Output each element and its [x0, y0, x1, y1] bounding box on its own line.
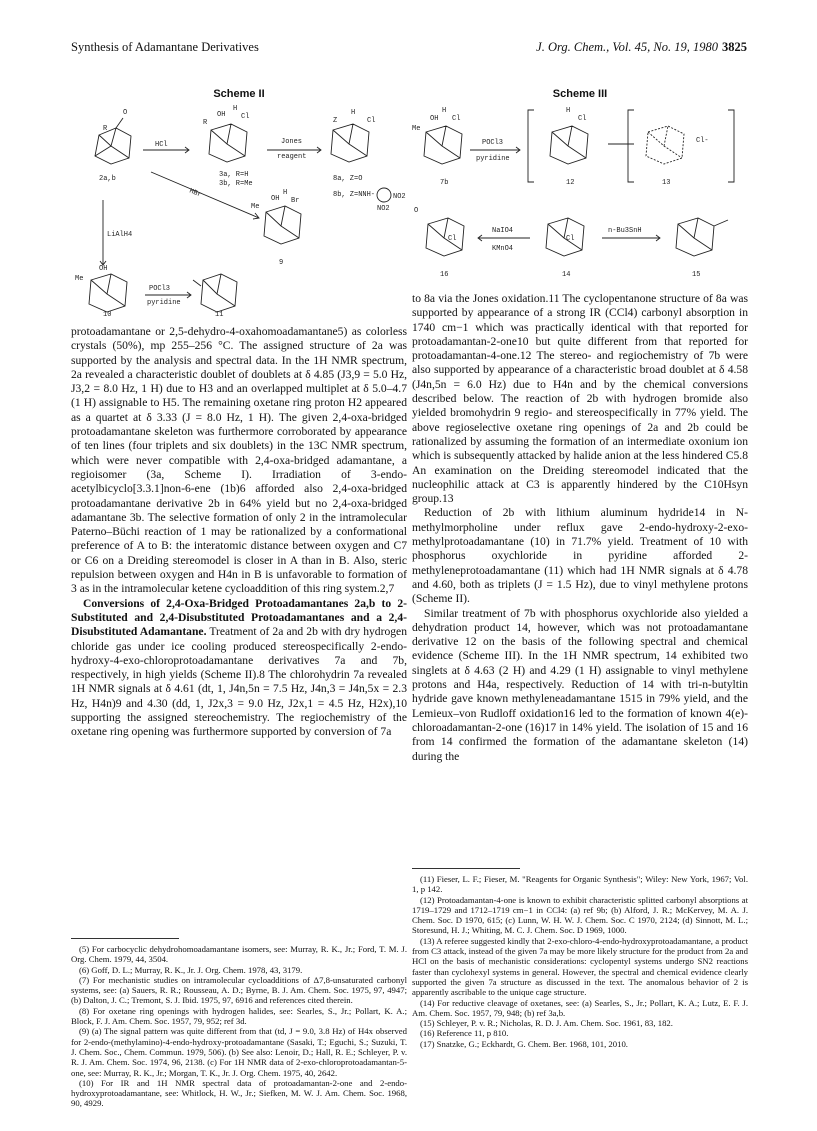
- page-number: 3825: [722, 40, 747, 54]
- footnote-14: (14) For reductive cleavage of oxetanes, see: (a) Searles, S., Jr.; Pollart, K. A.; Lutz, E. F. J. Am. Chem. Soc. 1957, 79, 948; (b) ref 3a,b.: [412, 997, 748, 1018]
- footnote-11: (11) Fieser, L. F.; Fieser, M. "Reagents for Organic Synthesis"; Wiley: New York, 1967; Vol. 1, p 142.: [412, 874, 748, 895]
- footnote-12: (12) Protoadamantan-4-one is known to exhibit characteristic splitted carbonyl absorptions at 1719–1729 and 1712–1719 cm−1 in CCl4: (a) ref 9b; (b) Alford, J. R.; McKervey, M. A. J. Chem. Soc. D 1970, 615; (c) Lunn, W. H. W. J. Chem. Soc. C 1970, 2124; (d) Sinnott, M. L.; Storesund, H. J.; Whiting, M. C. J. Chem. Soc. D 1969, 1000.: [412, 894, 748, 936]
- footnote-16: (16) Reference 11, p 810.: [420, 1028, 509, 1039]
- footnote-9: (9) (a) The signal pattern was quite different from that (td, J = 9.0, 3.8 Hz) of H4x observed for 2-endo-(methylamino)-4-endo-hydroxy-protoadamantane (Sasaki, T.; Eguchi, S.; Suzuki, T. J. Chem. Soc., Chem. Commun. 1979, 506). (b) See also: Lenoir, D.; Hall, R. E.; Schleyer, P. v. R. J. Am. Chem. Soc. 1974, 96, 2138. (c) For 1H NMR data of 2-exo-chloroprotoadamantan-5-one, see: Murray, R. K., Jr.; Morgan, T. K., Jr. J. Org. Chem. 1975, 40, 2642.: [71, 1026, 407, 1078]
- s3-compound-14: 14: [562, 271, 571, 279]
- s2-compound-2ab: 2a,b: [99, 175, 116, 183]
- section-heading: Conversions of 2,4-Oxa-Bridged Protoadamantanes 2a,b to 2-Substituted and 2,4-Disubstituted Protoadamantanes and a 2,4-Disubstituted Adamantane.: [71, 596, 407, 639]
- s3-label-cl4: Cl: [566, 235, 575, 243]
- footnote-13: (13) A referee suggested kindly that 2-exo-chloro-4-endo-hydroxyprotoadamantane, a product from C3 attack, instead of the given 7a may be more likely structure for the product from 2a and HCl on the basis of mechanistic considerations: cyclopentyl systems undergo SN2 reactions faster than cyclohexyl systems in general. However, the spectral and chemical evidence clearly supported the given 7a structure as discussed in the text. The anomalous behavior of 2 is apparently ascribable to the unique cage structure.: [412, 935, 748, 998]
- s2-compound-10: 10: [103, 311, 112, 318]
- s2-compound-8a: 8a, Z=O: [333, 175, 363, 183]
- s3-reagent-naio4: NaIO4: [492, 227, 514, 235]
- s3-label-h: H: [442, 107, 447, 115]
- s2-label-h3: H: [283, 189, 288, 197]
- left-paragraph-1: protoadamantane or 2,5-dehydro-4-oxahomoadamantane5) as colorless crystals (50%), mp 255–256 °C. The assigned structure of 2a was supported by the analysis and spectral data. In the 1H NMR spectrum, 2a revealed a characteristic doublet of doublets at δ 4.85 (J3,9 = 5.0 Hz, J3,2 = 8.0 Hz, 1 H) due to H3 and an overlapped multiplet at δ 5.0–4.7 (1 H) assignable to H5. The remaining oxetane ring proton H2 appeared as a quartet at δ 3.33 (J = 8.0 Hz, 1 H). The given 2,4-oxa-bridged protoadamantane skeleton was furthermore corroborated by appearance of ten lines (four triplets and six doublets) in the 13C NMR spectrum, which were never compatible with 2,4-oxa-bridged adamantane, a regioisomer (3a, Scheme I). Irradiation of 3-endo-acetylbicyclo[3.3.1]non-6-ene (1b)6 afforded also 2,4-oxa-bridged protoadamantane derivative 2b in 64% yield but no 2,4-oxa-bridged adamantane 3b. The selective formation of only 2 in the intramolecular Paterno–Büchi reaction of 1 may be rationalized by a conformational preference of A to B: the interatomic distance between oxygen and C7 or C6 on a Dreiding stereomodel is closer in A than in B. Also, steric repulsion between oxygen and H4n in B is unfavorable to formation of 3 as in the intramolecular ketene cycloaddition of this ring system.2,7: [71, 325, 407, 596]
- s2-reagent-hcl: HCl: [155, 141, 168, 149]
- footnote-7: (7) For mechanistic studies on intramolecular cycloadditions of Δ7,8-unsaturated carbonyl systems, see: (a) Sauers, R. R.; Rousseau, A. D.; Byrne, B. J. Am. Chem. Soc. 1975, 97, 4947; (b) Dalton, J. C.; Tremont, S. J. Ibid. 1975, 97, 6916 and references cited therein.: [71, 974, 407, 1006]
- footnote-15: (15) Schleyer, P. v. R.; Nicholas, R. D. J. Am. Chem. Soc. 1961, 83, 182.: [420, 1018, 673, 1029]
- s2-reagent-pocl3: POCl3: [149, 285, 171, 293]
- footnote-rule-left: [71, 938, 179, 939]
- s2-label-r: R: [103, 125, 108, 133]
- s3-compound-13: 13: [662, 179, 671, 187]
- left-paragraph-2-text: Treatment of 2a and 2b with dry hydrogen chloride gas under ice cooling produced stereospecifically 2-endo-hydroxy-4-exo-chloroprotoadamantane derivatives 7a and 7b, respectively, in high yields (Scheme II).8 The chlorohydrin 7a revealed 1H NMR signals at δ 4.61 (dt, 1, J4n,5n = 7.5 Hz, J4n,3 = J4n,5x = 2.3 Hz, H4n)9 and 4.30 (dd, 1, J2x,3 = 9.0 Hz, J2x,1 = 4.5 Hz, H2x),10 supporting the assigned stereochemistry. The regiochemistry of the oxetane ring opening was furthermore supported by conversion of 7a: [71, 625, 407, 739]
- footnote-10: (10) For IR and 1H NMR spectral data of protoadamantan-2-one and 2-endo-hydroxyprotoadamantane, see: Whitlock, H. W., Jr.; Siefken, M. W. J. Am. Chem. Soc. 1968, 90, 4929.: [71, 1077, 407, 1109]
- s2-label-cl2: Cl: [367, 117, 376, 125]
- right-column-body: [412, 292, 748, 764]
- s3-label-cl: Cl: [452, 115, 461, 123]
- s2-label-o: O: [123, 109, 128, 117]
- right-footnotes: [412, 874, 748, 1049]
- footnote-17: (17) Snatzke, G.; Eckhardt, G. Chem. Ber. 1968, 101, 2010.: [420, 1038, 628, 1049]
- footnote-8: (8) For oxetane ring openings with hydrogen halides, see: Searles, S., Jr.; Pollart, K. A.; Block, F. J. Am. Chem. Soc. 1957, 79, 952; ref 3d.: [71, 1005, 407, 1027]
- s3-label-cl2: Cl: [578, 115, 587, 123]
- left-footnotes: [71, 944, 407, 1109]
- s3-reagent-pyridine: pyridine: [476, 155, 510, 163]
- right-paragraph-1: to 8a via the Jones oxidation.11 The cyclopentanone structure of 8a was supported by appearance of a strong IR (CCl4) carbonyl absorption in 1740 cm−1 which was practically identical with that reported for protoadamantan-2-one10 but quite different from that reported for protoadamantan-4-one.12 The stereo- and regiochemistry of 7b were also supported by appearance of a characteristic broad doublet at δ 4.58 (J4n,5n = 6.0 Hz) due to H4n and by the chemical conversions described below. The reaction of 2b with hydrogen bromide also yielded bromohydrin 9 regio- and stereospecifically in 77% yield. The above regioselective oxetane ring openings of 2a and 2b could be rationalized by assuming the formation of an intermediate oxonium ion which is subsequently attacked by halide anion at the less hindered C5.8 An examination on the Dreiding stereomodel indicated that the nucleophilic attack at C3 is apparently hindered by the C10Hsyn group.13: [412, 292, 748, 506]
- s3-label-cl3: Cl: [448, 235, 457, 243]
- s3-label-clminus: Cl-: [696, 137, 709, 145]
- s2-compound-9: 9: [279, 259, 284, 267]
- s3-compound-7b: 7b: [440, 179, 449, 187]
- s2-compound-11: 11: [215, 311, 224, 318]
- s2-label-no2b: NO2: [377, 205, 390, 213]
- s2-reagent-jones-2: reagent: [277, 153, 307, 161]
- s2-reagent-pyridine: pyridine: [147, 299, 181, 307]
- s2-reagent-lialh4: LiAlH4: [107, 231, 133, 239]
- s3-reagent-bu3snh: n-Bu3SnH: [608, 227, 642, 235]
- s3-compound-12: 12: [566, 179, 575, 187]
- s2-label-me2: Me: [75, 275, 84, 283]
- left-paragraph-2: [71, 597, 407, 740]
- footnote-5: (5) For carbocyclic dehydrohomoadamantane isomers, see: Murray, R. K., Jr.; Ford, T. M. J. Org. Chem. 1979, 44, 3504.: [71, 944, 407, 965]
- s2-label-br: Br: [291, 197, 300, 205]
- s3-compound-15: 15: [692, 271, 701, 279]
- s3-compound-16: 16: [440, 271, 449, 279]
- s2-label-z: Z: [333, 117, 338, 125]
- s2-label-cl: Cl: [241, 113, 250, 121]
- scheme-2: [71, 88, 407, 320]
- footnote-6: (6) Goff, D. L.; Murray, R. K., Jr. J. Org. Chem. 1978, 43, 3179.: [79, 964, 303, 975]
- scheme-3-title: Scheme III: [552, 88, 608, 100]
- s3-label-oh: OH: [430, 115, 439, 123]
- s3-label-h2: H: [566, 107, 571, 115]
- s2-label-oh: OH: [217, 111, 226, 119]
- footnote-rule-right: [412, 868, 520, 869]
- running-title: Synthesis of Adamantane Derivatives: [71, 40, 259, 54]
- s2-label-r2: R: [203, 119, 208, 127]
- scheme-2-title: Scheme II: [213, 88, 265, 100]
- scheme-3: [412, 88, 748, 288]
- s2-label-oh2: OH: [271, 195, 280, 203]
- s3-reagent-pocl3: POCl3: [482, 139, 504, 147]
- s2-label-h2: H: [351, 109, 356, 117]
- s2-compound-7b: 3b, R=Me: [219, 180, 253, 188]
- journal-name: J. Org. Chem., Vol. 45, No. 19, 1980: [536, 40, 718, 54]
- s2-label-h: H: [233, 105, 238, 113]
- journal-citation: [536, 40, 747, 55]
- right-paragraph-3: Similar treatment of 7b with phosphorus oxychloride also yielded a dehydration product 14, however, which was not protoadamantane derivative 12 on the basis of the following spectral and chemical evidence (Scheme III). In the 1H NMR spectrum, 14 exhibited two singlets at δ 4.63 (2 H) and 4.29 (1 H) assignable to vinyl methylene protons and H4a, respectively. Reduction of 14 with tri-n-butyltin hydride gave known methyleneadamantane 1515 in 79% yield, and the Lemieux–von Rudloff oxidation16 led to the formation of known 4(e)-chloroadamantan-2-one (16)17 in 14% yield. The isolation of 15 and 16 from 14 confirmed the formation of the adamantane skeleton (14) during the: [412, 606, 748, 763]
- s3-label-me: Me: [412, 125, 421, 133]
- s2-compound-8b: 8b, Z=NNH-: [333, 191, 376, 199]
- s3-reagent-kmno4: KMnO4: [492, 245, 514, 253]
- s2-reagent-hbr: HBr: [187, 187, 203, 200]
- right-paragraph-2: Reduction of 2b with lithium aluminum hydride14 in N-methylmorpholine under reflux gave 2-endo-hydroxy-2-exo-methylprotoadamantane (10) in 71.7% yield. Treatment of 10 with phosphorus oxychloride in pyridine afforded 2-methyleneprotoadamantane (11) which had 1H NMR signals at δ 4.78 and 4.60, both as triplets (J = 1.5 Hz), due to vinyl methylene protons (Scheme II).: [412, 506, 748, 606]
- s2-label-no2a: NO2: [393, 193, 406, 201]
- scheme-3-drawing: [412, 100, 748, 286]
- s3-label-o: O: [414, 207, 419, 215]
- scheme-2-drawing: [71, 100, 407, 318]
- s2-label-me: Me: [251, 203, 260, 211]
- s2-reagent-jones: Jones: [281, 138, 303, 146]
- s2-label-oh3: OH: [99, 265, 108, 273]
- left-column-body: [71, 325, 407, 740]
- s2-compound-7a: 3a, R=H: [219, 171, 249, 179]
